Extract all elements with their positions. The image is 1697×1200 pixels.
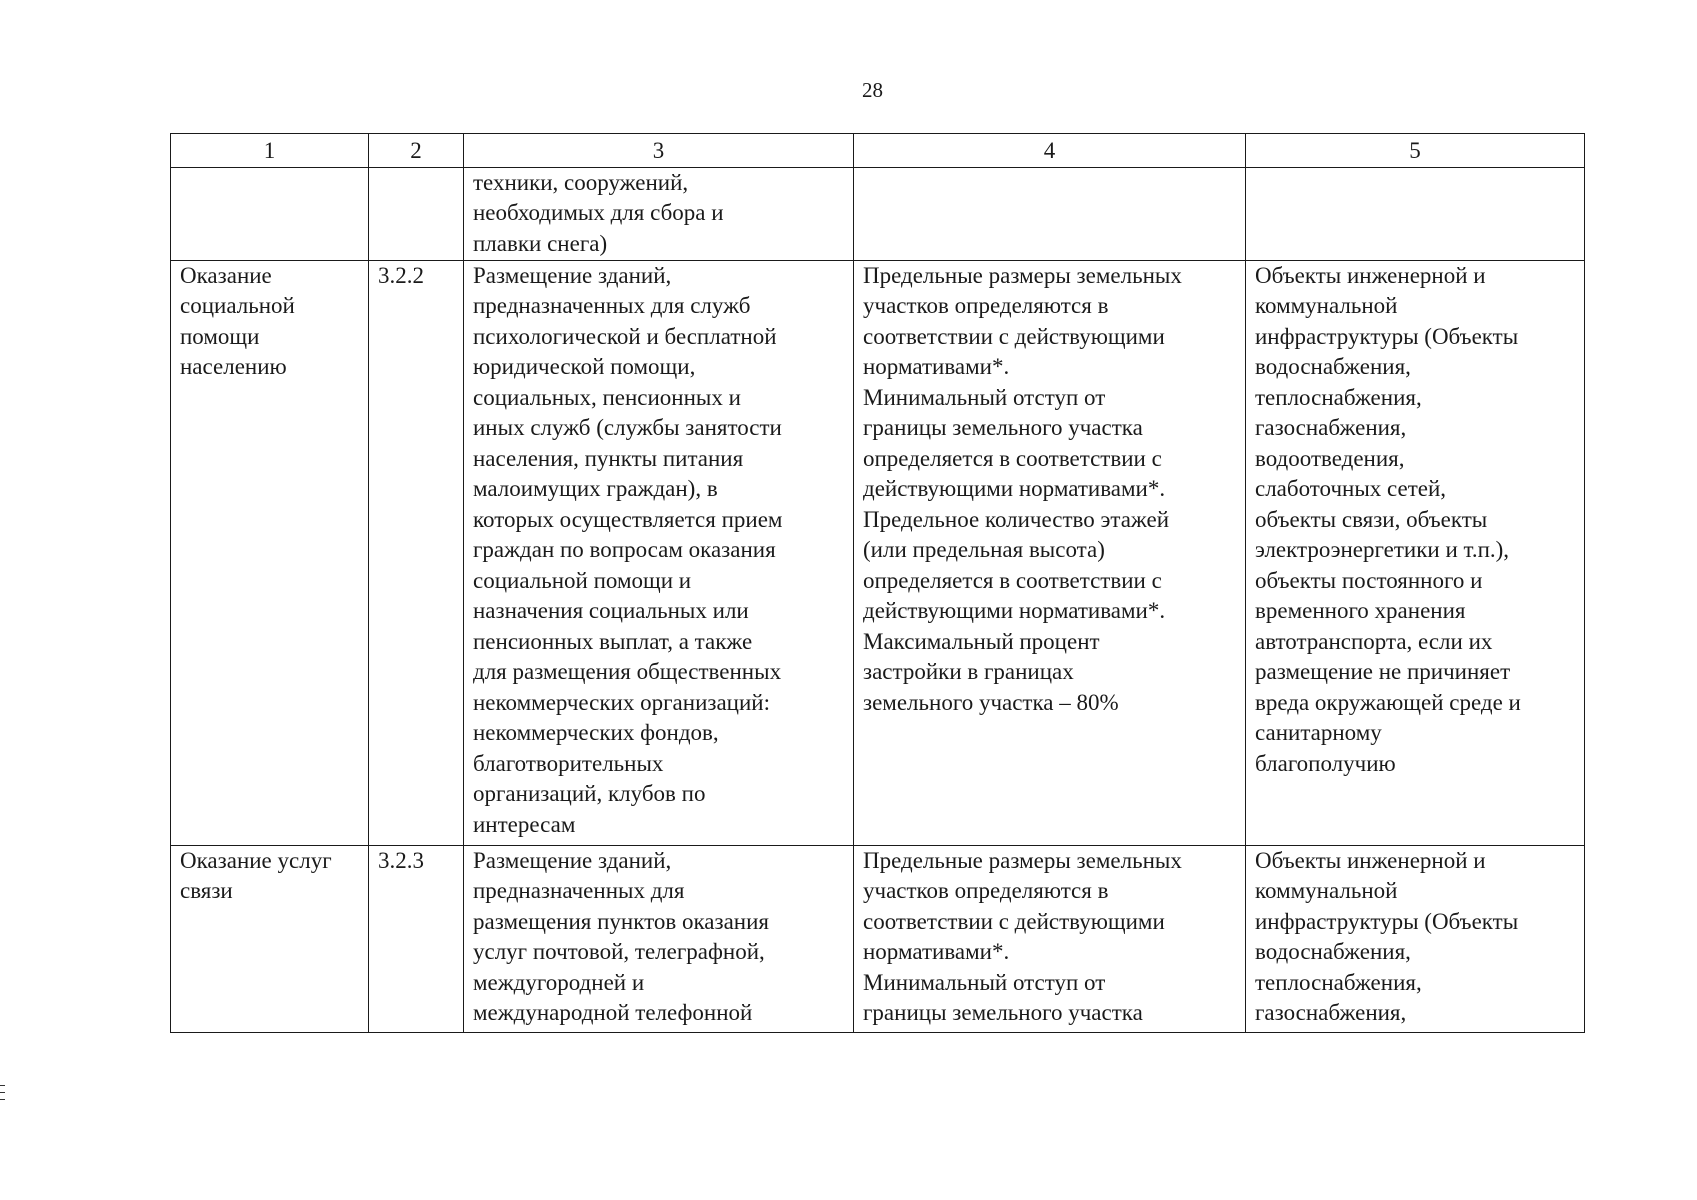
table-row <box>171 260 1585 845</box>
use-parameters-cell: Предельные размеры земельных участков определяются в соответствии с действующими нормативами*. Минимальный отступ от границы земельного участка <box>854 845 1246 1032</box>
regulations-table <box>170 133 1585 1033</box>
binding-mark <box>0 1099 5 1100</box>
use-parameters-cell: Предельные размеры земельных участков определяются в соответствии с действующими нормативами*. Минимальный отступ от границы земельного участка определяется в соответствии с действующими нормативами*. Предельное количество этажей (или предельная высота) определяется в соответствии с действующими нормативами*. Максимальный процент застройки в границах земельного участка – 80% <box>854 260 1246 845</box>
binding-mark <box>0 1085 5 1086</box>
use-name-cell: Оказание социальной помощи населению <box>171 260 369 845</box>
auxiliary-uses-cell <box>1246 167 1585 260</box>
use-code-cell <box>369 167 464 260</box>
use-description-cell: Размещение зданий, предназначенных для служб психологической и бесплатной юридической помощи, социальных, пенсионных и иных служб (службы занятости населения, пункты питания малоимущих граждан), в которых осуществляется прием граждан по вопросам оказания социальной помощи и назначения социальных или пенсионных выплат, а также для размещения общественных некоммерческих организаций: некоммерческих фондов, благотворительных организаций, клубов по интересам <box>464 260 854 845</box>
column-header-5: 5 <box>1246 134 1585 168</box>
auxiliary-uses-cell: Объекты инженерной и коммунальной инфраструктуры (Объекты водоснабжения, теплоснабжения, газоснабжения, <box>1246 845 1585 1032</box>
use-code-cell: 3.2.2 <box>369 260 464 845</box>
column-header-2: 2 <box>369 134 464 168</box>
page-number: 28 <box>862 78 883 102</box>
column-header-3: 3 <box>464 134 854 168</box>
use-name-cell: Оказание услуг связи <box>171 845 369 1032</box>
column-header-1: 1 <box>171 134 369 168</box>
table-header-row <box>171 134 1585 168</box>
auxiliary-uses-cell: Объекты инженерной и коммунальной инфраструктуры (Объекты водоснабжения, теплоснабжения, газоснабжения, водоотведения, слаботочных сетей, объекты связи, объекты электроэнергетики и т.п.), объекты постоянного и временного хранения автотранспорта, если их размещение не причиняет вреда окружающей среде и санитарному благополучию <box>1246 260 1585 845</box>
use-code-cell: 3.2.3 <box>369 845 464 1032</box>
table-row <box>171 845 1585 1032</box>
use-description-cell: Размещение зданий, предназначенных для размещения пунктов оказания услуг почтовой, телеграфной, междугородней и международной телефонной <box>464 845 854 1032</box>
binding-mark <box>0 1092 5 1093</box>
use-description-cell: техники, сооружений, необходимых для сбора и плавки снега) <box>464 167 854 260</box>
column-header-4: 4 <box>854 134 1246 168</box>
use-name-cell <box>171 167 369 260</box>
use-parameters-cell <box>854 167 1246 260</box>
table-row <box>171 167 1585 260</box>
